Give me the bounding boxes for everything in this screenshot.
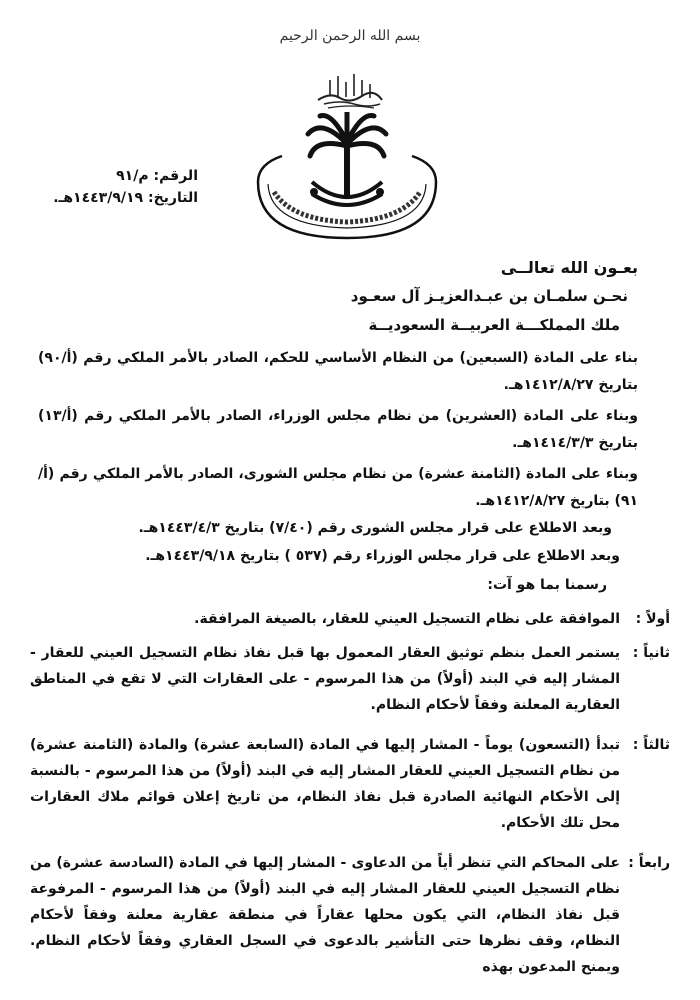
decree-statement: رسمنا بما هو آت: [487,577,607,593]
preamble-paragraph: وبناء على المادة (الثامنة عشرة) من نظام مجلس الشورى، الصادر بالأمر الملكي رقم (أ/٩١) بتاريخ ١٤١٢/٨/٢٧هـ. [38,466,638,509]
reference-number: الرقم: م/٩١ [116,168,198,184]
reference-date: التاريخ: ١٤٤٣/٩/١٩هـ. [53,190,198,206]
preamble-paragraph: وبناء على المادة (العشرين) من نظام مجلس الوزراء، الصادر بالأمر الملكي رقم (أ/١٣) بتاريخ ١٤١٤/٣/٣هـ. [38,408,638,451]
article-label: ثانياً : [632,645,670,661]
shura-review: وبعد الاطلاع على قرار مجلس الشورى رقم (٧/٤٠) بتاريخ ١٤٤٣/٤/٣هـ. [138,520,612,536]
bismillah-header: بسم الله الرحمن الرحيم [279,28,421,44]
article-label: رابعاً : [628,855,670,871]
article-text: يستمر العمل بنظم توثيق العقار المعمول بها قبل نفاذ نظام التسجيل العيني للعقار - المشار إليه في البند (أولاً) من هذا المرسوم - على العقارات التي لا تقع في المناطق العقارية المعلنة وفقاً لأحكام النظام. [30,645,620,713]
opening-invocation: بعـون الله تعالــى [500,258,638,277]
preamble-paragraph: بناء على المادة (السبعين) من النظام الأساسي للحكم، الصادر بالأمر الملكي رقم (أ/٩٠) بتاريخ ١٤١٢/٨/٢٧هـ. [38,350,638,393]
article-label: ثالثاً : [632,737,670,753]
ministers-review: وبعد الاطلاع على قرار مجلس الوزراء رقم (٥٣٧ ) بتاريخ ١٤٤٣/٩/١٨هـ. [145,548,620,564]
reference-block [8,165,198,209]
king-name: نحـن سلمـان بن عبـدالعزيـز آل سعـود [350,287,628,305]
article-text: على المحاكم التي تنظر أياً من الدعاوى - المشار إليها في المادة (السادسة عشرة) من نظام التسجيل العيني للعقار المشار إليه في البند (أولاً) من هذا المرسوم - المرفوعة قبل نفاذ النظام، التي يكون محلها عقاراً في منطقة عقارية معلنة وفقاً لأحكام النظام، وقف نظرها حتى التأشير بالدعوى في السجل العقاري وفقاً لأحكام النظام. ويمنح المدعون بهذه [30,855,620,975]
king-title: ملك المملكـــة العربيــة السعوديــة [368,316,620,334]
article-label: أولاً : [635,611,670,627]
article-text: تبدأ (التسعون) يوماً - المشار إليها في المادة (السابعة عشرة) والمادة (الثامنة عشرة) من نظام التسجيل العيني للعقار المشار إليه في البند (أولاً) من هذا المرسوم - بالنسبة إلى الأحكام النهائية الصادرة قبل نفاذ النظام، من تاريخ إعلان قوائم ملاك العقارات محل تلك الأحكام. [30,737,620,831]
shahada-calligraphy-icon [310,70,390,110]
saudi-emblem-icon [252,112,442,242]
article-text: الموافقة على نظام التسجيل العيني للعقار، بالصيغة المرافقة. [194,611,620,627]
